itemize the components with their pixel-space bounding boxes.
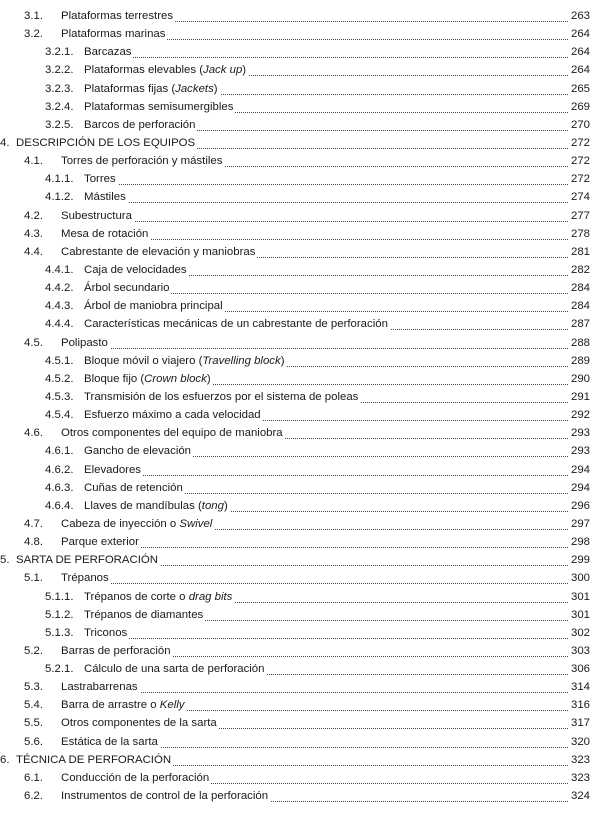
toc-entry-number: 4.6. (24, 427, 43, 440)
toc-entry-number: 3.2.2. (45, 64, 74, 77)
toc-entry-title-part: Plataformas semisumergibles (84, 100, 234, 113)
toc-entry-number: 4.8. (24, 536, 43, 549)
toc-entry-number: 3.1. (24, 10, 43, 22)
toc-entry-title (61, 642, 173, 660)
toc-entry-title-part: Polipasto (61, 336, 108, 349)
toc-entry-title (84, 370, 213, 388)
toc-entry-number: 6.1. (24, 771, 43, 784)
toc-entry-page: 272 (569, 134, 590, 152)
toc-entry-number: 3.2.1. (45, 46, 74, 59)
toc-entry-page: 272 (569, 152, 590, 170)
toc-entry-title (84, 352, 286, 370)
toc-entry-title (84, 297, 225, 315)
toc-entry-page: 294 (569, 479, 590, 497)
toc-entry-title (84, 116, 197, 134)
toc-entry-title-part: Bloque fijo ( (84, 372, 145, 385)
toc-entry-title-part: Plataformas marinas (61, 28, 166, 41)
toc-entry-page: 301 (569, 588, 590, 606)
toc-entry-title (84, 479, 185, 497)
toc-entry-title (61, 7, 175, 25)
toc-entry-page: 317 (569, 714, 590, 732)
toc-entry-title (84, 624, 129, 642)
toc-entry-page: 282 (569, 261, 590, 279)
toc-entry-title-part: Swivel (179, 517, 213, 530)
toc-entry-title (61, 424, 285, 442)
toc-entry-title-part: DESCRIPCIÓN DE LOS EQUIPOS (16, 136, 196, 149)
toc-entry-title-part: Conducción de la perforación (61, 771, 210, 784)
toc-entry-title (84, 43, 133, 61)
toc-entry-title (61, 714, 219, 732)
toc-entry-page: 302 (569, 624, 590, 642)
toc-entry-number: 5.2.1. (45, 663, 74, 676)
toc-entry-title-part: Trépanos (61, 572, 109, 585)
toc-entry-page: 264 (569, 61, 590, 79)
toc-entry-title (61, 243, 257, 261)
toc-entry-page: 299 (569, 551, 590, 569)
toc-entry-title (61, 515, 214, 533)
toc-entry (0, 787, 600, 805)
toc-entry-title-part: Barcos de perforación (84, 118, 196, 131)
toc-entry-number: 4.5.3. (45, 390, 74, 403)
toc-entry-page: 298 (569, 533, 590, 551)
toc-entry-page: 316 (569, 696, 590, 714)
toc-entry-title-part: ) (280, 354, 285, 367)
toc-entry-title (61, 733, 160, 751)
toc-entry-page: 320 (569, 733, 590, 751)
toc-entry-number: 4.1.1. (45, 173, 74, 186)
toc-entry-title-part: Trépanos de diamantes (84, 608, 204, 621)
toc-entry-number: 5.5. (24, 717, 43, 730)
toc-entry-title-part: Caja de velocidades (84, 263, 187, 276)
toc-entry-title-part: tong (201, 499, 224, 512)
toc-entry-page: 293 (569, 424, 590, 442)
toc-entry-title-part: Mesa de rotación (61, 227, 149, 240)
toc-entry-number: 4.7. (24, 517, 43, 530)
toc-entry-page: 284 (569, 279, 590, 297)
toc-entry-number: 4.5.4. (45, 409, 74, 422)
toc-entry-title-part: Travelling block (202, 354, 281, 367)
toc-entry-title-part: TÉCNICA DE PERFORACIÓN (16, 753, 172, 766)
toc-entry-page: 274 (569, 188, 590, 206)
toc-entry-title (61, 769, 211, 787)
toc-entry-page: 263 (569, 7, 590, 25)
toc-entry-number: 3.2.3. (45, 82, 74, 95)
toc-entry-page: 306 (569, 660, 590, 678)
toc-entry-title (84, 461, 143, 479)
toc-entry-title (84, 98, 235, 116)
toc-entry-title (61, 787, 270, 805)
toc-entry-number: 4.6.3. (45, 481, 74, 494)
toc-entry-number: 5.1.1. (45, 590, 74, 603)
toc-entry-title (61, 569, 111, 587)
toc-entry-number: 4.4.1. (45, 263, 74, 276)
toc-entry-title (16, 551, 160, 569)
toc-entry-page: 264 (569, 25, 590, 43)
toc-entry-page: 278 (569, 225, 590, 243)
toc-entry-title-part: ) (213, 82, 218, 95)
toc-entry-page: 301 (569, 606, 590, 624)
toc-entry-title-part: Cabrestante de elevación y maniobras (61, 245, 256, 258)
toc-entry-title-part: Jackets (175, 82, 214, 95)
toc-entry-title (84, 606, 205, 624)
toc-entry-title-part: Plataformas fijas ( (84, 82, 176, 95)
toc-entry-page: 288 (569, 334, 590, 352)
toc-entry-title (84, 170, 118, 188)
toc-entry-title (84, 315, 390, 333)
toc-entry-page: 264 (569, 43, 590, 61)
toc-entry-title (84, 497, 230, 515)
toc-entry-title (84, 660, 266, 678)
toc-entry-page: 297 (569, 515, 590, 533)
toc-entry-number: 5.3. (24, 681, 43, 694)
toc-entry-number: 5.2. (24, 644, 43, 657)
toc-entry-title-part: drag bits (188, 590, 233, 603)
toc-entry-page: 269 (569, 98, 590, 116)
toc-entry-title-part: ) (242, 64, 247, 77)
toc-entry-page: 296 (569, 497, 590, 515)
toc-entry-title (61, 533, 141, 551)
toc-entry-number: 4.6.1. (45, 445, 74, 458)
toc-entry-title-part: Cabeza de inyección o (61, 517, 180, 530)
toc-entry-number: 4.1.2. (45, 191, 74, 204)
toc-entry-title-part: Árbol secundario (84, 282, 170, 295)
toc-entry-title (84, 261, 189, 279)
toc-entry-title-part: Lastrabarrenas (61, 681, 138, 694)
toc-entry-title-part: ) (206, 372, 211, 385)
toc-entry-number: 4.3. (24, 227, 43, 240)
toc-entry-title (84, 442, 193, 460)
toc-entry-page: 287 (569, 315, 590, 333)
toc-entry-page: 281 (569, 243, 590, 261)
toc-entry-title-part: Plataformas elevables ( (84, 64, 204, 77)
toc-entry-page: 272 (569, 170, 590, 188)
toc-entry-number: 5.4. (24, 699, 43, 712)
toc-entry-page: 323 (569, 751, 590, 769)
toc-entry-number: 4.6.2. (45, 463, 74, 476)
toc-entry-title (84, 406, 263, 424)
toc-entry-title-part: Trépanos de corte o (84, 590, 189, 603)
toc-entry-page: 291 (569, 388, 590, 406)
toc-entry-page: 277 (569, 207, 590, 225)
toc-entry-number: 6.2. (24, 790, 43, 803)
toc-entry-title-part: Barras de perforación (61, 644, 171, 657)
toc-entry-page: 289 (569, 352, 590, 370)
toc-entry-title (61, 678, 140, 696)
toc-entry-number: 3.2. (24, 28, 43, 41)
toc-entry-title (61, 25, 167, 43)
toc-entry-title-part: Cuñas de retención (84, 481, 183, 494)
toc-entry-number: 6. (0, 753, 10, 766)
toc-entry-title-part: Otros componentes de la sarta (61, 717, 217, 730)
toc-entry-title (61, 225, 150, 243)
toc-entry-title-part: SARTA DE PERFORACIÓN (16, 554, 158, 567)
toc-entry-number: 5.1.3. (45, 626, 74, 639)
toc-entry-number: 4.5.1. (45, 354, 74, 367)
toc-entry-title-part: Elevadores (84, 463, 141, 476)
dot-leader (61, 203, 568, 222)
toc-entry-title (61, 207, 134, 225)
toc-entry-title-part: Barcazas (84, 46, 132, 59)
toc-entry-number: 4.5.2. (45, 372, 74, 385)
toc-entry-page: 303 (569, 642, 590, 660)
toc-entry-page: 290 (569, 370, 590, 388)
toc-entry-title-part: Cálculo de una sarta de perforación (84, 663, 265, 676)
toc-entry-title-part: Estática de la sarta (61, 735, 158, 748)
toc-entry-title (16, 751, 173, 769)
toc-entry-title (84, 80, 220, 98)
toc-entry-number: 3.2.5. (45, 118, 74, 131)
toc-entry-number: 4.6.4. (45, 499, 74, 512)
toc-entry-number: 5.6. (24, 735, 43, 748)
toc-entry-title-part: Crown block (144, 372, 207, 385)
toc-entry-title-part: Triconos (84, 626, 128, 639)
toc-entry-page: 323 (569, 769, 590, 787)
toc-entry-page: 294 (569, 461, 590, 479)
toc-entry-title-part: Bloque móvil o viajero ( (84, 354, 203, 367)
toc-entry-title-part: Llaves de mandíbulas ( (84, 499, 202, 512)
toc-entry-title-part: Plataformas terrestres (61, 10, 174, 22)
toc-entry-page: 314 (569, 678, 590, 696)
toc-entry-number: 5.1.2. (45, 608, 74, 621)
toc-entry-title (61, 152, 224, 170)
toc-entry-title-part: Gancho de elevación (84, 445, 192, 458)
toc-entry-number: 3.2.4. (45, 100, 74, 113)
toc-entry-page: 300 (569, 569, 590, 587)
toc-entry-title-part: Parque exterior (61, 536, 139, 549)
toc-entry-title (84, 279, 171, 297)
toc-entry-title (84, 188, 128, 206)
toc-entry-number: 4.1. (24, 155, 43, 168)
toc-entry-title-part: Esfuerzo máximo a cada velocidad (84, 409, 261, 422)
toc-entry-number: 4.4. (24, 245, 43, 258)
toc-entry-page: 265 (569, 80, 590, 98)
toc-entry-number: 5. (0, 554, 10, 567)
toc-entry-number: 4.2. (24, 209, 43, 222)
toc-entry-title (84, 388, 360, 406)
toc-entry-page: 292 (569, 406, 590, 424)
toc-entry-page: 284 (569, 297, 590, 315)
toc-entry-number: 4.4.4. (45, 318, 74, 331)
toc-entry-number: 4.5. (24, 336, 43, 349)
toc-entry-title (84, 588, 234, 606)
toc-entry-title (61, 696, 186, 714)
toc-entry-number: 4.4.3. (45, 300, 74, 313)
toc-entry-page: 293 (569, 442, 590, 460)
toc-entry-title-part: Torres de perforación y mástiles (61, 155, 223, 168)
toc-entry-page: 324 (569, 787, 590, 805)
toc-entry-title (16, 134, 197, 152)
toc-entry-title (61, 334, 110, 352)
toc-entry-number: 4.4.2. (45, 282, 74, 295)
toc-entry-page: 270 (569, 116, 590, 134)
toc-entry-title-part: Torres (84, 173, 116, 186)
toc-entry-title-part: Barra de arrastre o (61, 699, 160, 712)
toc-entry-title-part: Transmisión de los esfuerzos por el sistema de poleas (84, 390, 359, 403)
toc-entry-title-part: Otros componentes del equipo de maniobra (61, 427, 283, 440)
toc-entry-title-part: ) (223, 499, 228, 512)
toc-entry-title-part: Subestructura (61, 209, 132, 222)
toc-entry-title-part: Mástiles (84, 191, 126, 204)
toc-entry-title-part: Características mecánicas de un cabrestante de perforación (84, 318, 388, 331)
toc-entry-title-part: Instrumentos de control de la perforación (61, 790, 269, 803)
toc-entry-title-part: Jack up (203, 64, 243, 77)
toc-entry-title (84, 61, 248, 79)
toc-entry-number: 5.1. (24, 572, 43, 585)
toc-entry-number: 4. (0, 136, 10, 149)
dot-leader (84, 184, 568, 203)
toc-entry-title-part: Kelly (159, 699, 185, 712)
toc-entry-title-part: Árbol de maniobra principal (84, 300, 223, 313)
